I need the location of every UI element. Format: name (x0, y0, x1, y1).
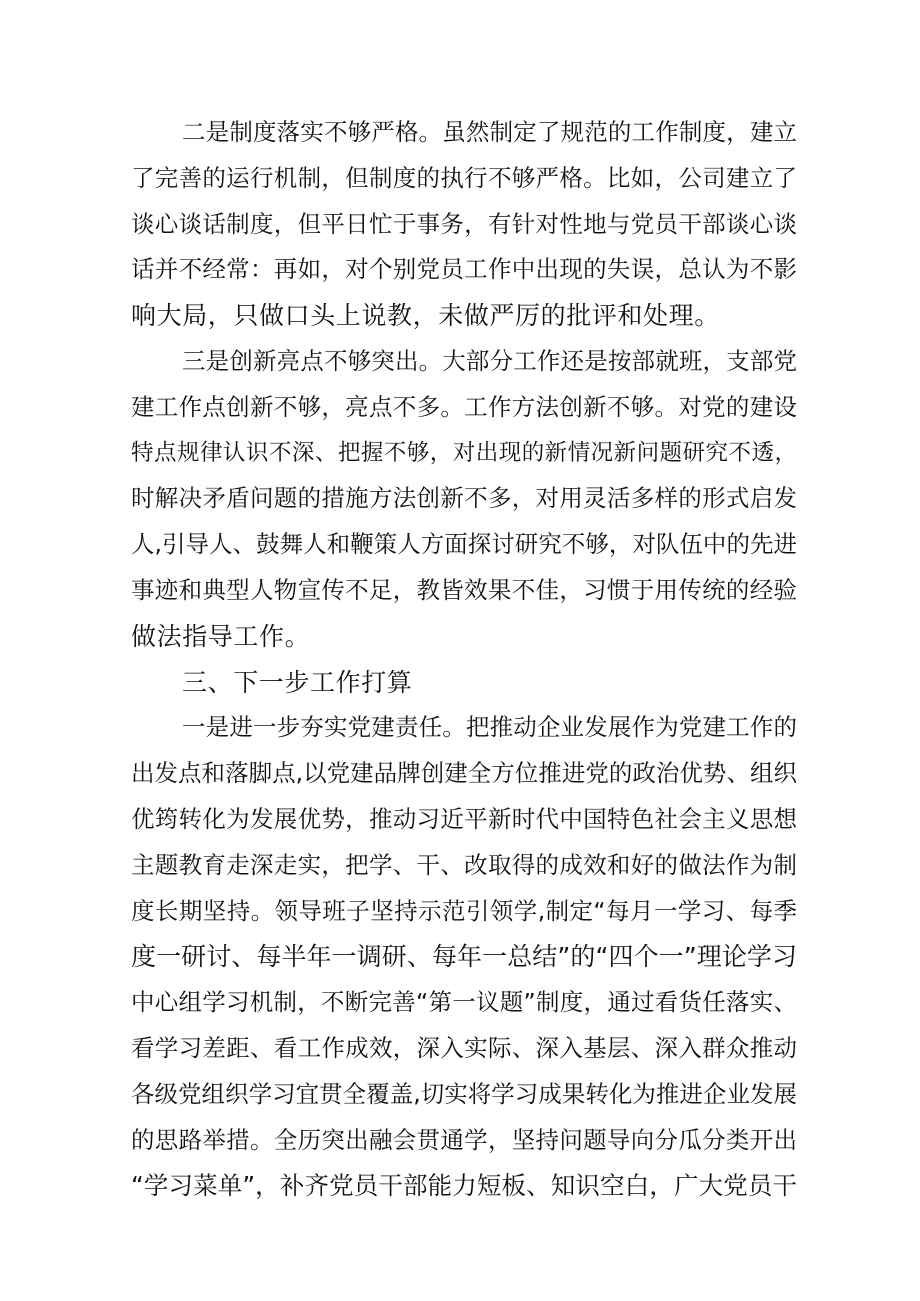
text-line: 优筠转化为发展优势，推动习近平新时代中国特色社会主义思想 (131, 804, 797, 833)
text-line: 主题教育走深走实，把学、干、改取得的成效和好的做法作为制 (131, 850, 797, 879)
text-line: 响大局，只做口头上说教，未做严厉的批评和处理。 (131, 301, 720, 331)
text-line: 特点规律认识不深、把握不够，对出现的新情况新问题研究不透， (131, 439, 797, 466)
text-line: 事迹和典型人物宣传不足，教皆效果不佳，习惯于用传统的经验 (131, 575, 797, 604)
text-line: 谈心谈话制度，但平日忙于事务，有针对性地与党员干部谈心谈 (131, 209, 797, 238)
text-line: 看学习差距、看工作成效，深入实际、深入基层、深入群众推动 (131, 1033, 797, 1062)
text-line: 各级党组织学习宜贯全覆盖,切实将学习成果转化为推进企业发展 (131, 1079, 797, 1108)
text-line: 话并不经常：再如，对个别党员工作中出现的失误，总认为不影 (131, 255, 797, 284)
text-line: 出发点和落脚点,以党建品牌创建全方位推进党的政治优势、组织 (131, 759, 797, 788)
text-line: “学习菜单”，补齐党员干部能力短板、知识空白，广大党员干 (131, 1171, 797, 1201)
text-line: 二是制度落实不够严格。虽然制定了规范的工作制度，建立 (182, 118, 797, 146)
text-line: 度长期坚持。领导班子坚持示范引领学,制定“每月一学习、每季 (131, 896, 797, 925)
text-line: 人,引导人、鼓舞人和鞭策人方面探讨研究不够，对队伍中的先进 (131, 530, 797, 559)
text-line: 的思路举措。全历突出融会贯通学，坚持问题导向分瓜分类开出 (131, 1125, 797, 1154)
text-line: 了完善的运行机制，但制度的执行不够严格。比如，公司建立了 (131, 163, 797, 192)
section-heading: 三、下一步工作打算 (182, 667, 413, 697)
text-line: 时解决矛盾问题的措施方法创新不多，对用灵活多样的形式启发 (131, 484, 797, 513)
document-body (131, 110, 797, 1209)
text-line: 做法指导工作。 (131, 621, 311, 651)
text-line: 中心组学习机制，不断完善“第一议题”制度，通过看货任落实、 (131, 988, 797, 1017)
text-line: 建工作点创新不够，亮点不多。工作方法创新不够。对党的建设 (131, 392, 797, 421)
text-line: 三是创新亮点不够突出。大部分工作还是按部就班，支部党 (182, 346, 797, 375)
text-line: 度一研讨、每半年一调研、每年一总结”的“四个一”理论学习 (131, 942, 797, 972)
text-line: 一是进一步夯实党建责任。把推动企业发展作为党建工作的 (182, 713, 797, 742)
